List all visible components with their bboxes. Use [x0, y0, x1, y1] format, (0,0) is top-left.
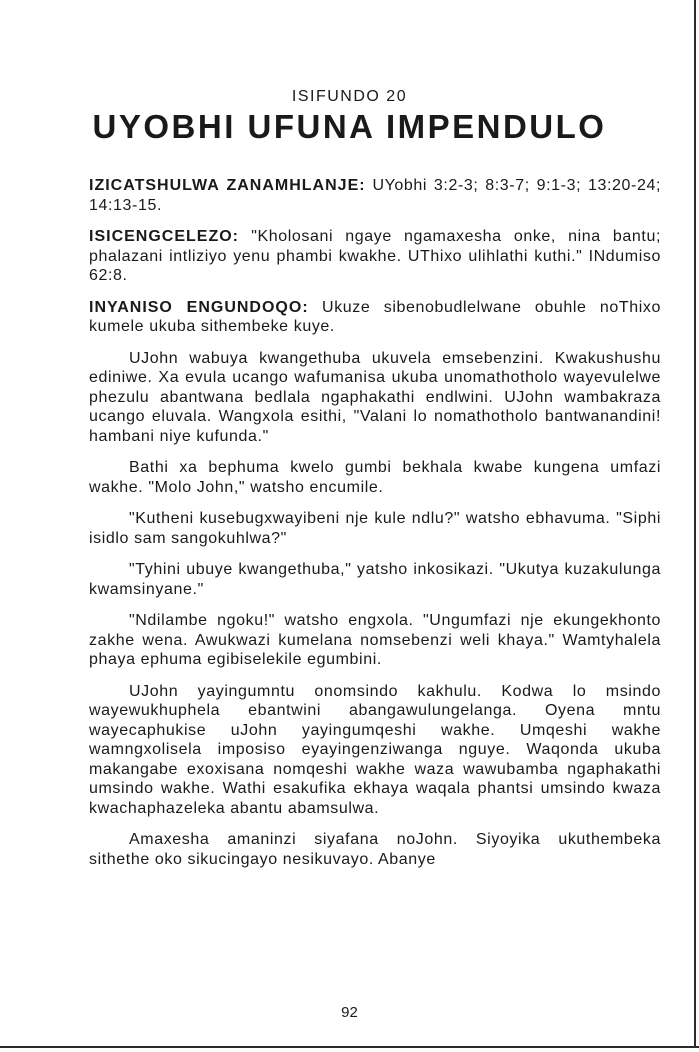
key-truth-block: [89, 298, 661, 337]
memory-verse-block: [89, 227, 661, 286]
paragraph: "Ndilambe ngoku!" watsho engxola. "Ungumfazi nje ekungekhonto zakhe wena. Awukwazi kumelana nomsebenzi weli khaya." Wamtyhalela phaya ephuma egibiselekile egumbini.: [89, 612, 661, 668]
lesson-title: UYOBHI UFUNA IMPENDULO: [92, 108, 607, 145]
references-block: [89, 176, 661, 215]
lesson-number: ISIFUNDO 20: [291, 88, 408, 105]
paragraph: "Tyhini ubuye kwangethuba," yatsho inkosikazi. "Ukutya kuzakulunga kwamsinyane.": [89, 561, 661, 598]
memory-verse-label: ISICENGCELEZO:: [89, 228, 240, 245]
memory-verse-text: "Kholosani ngaye ngamaxesha onke, nina bantu; phalazani intliziyo yenu phambi kwakhe. UThixo ulihlathi kuthi." INdumiso 62:8.: [89, 228, 662, 284]
paragraph: UJohn yayingumntu onomsindo kakhulu. Kodwa lo msindo wayewukhuphela ebantwini abangawulungelanga. Oyena mntu wayecaphukise uJohn yayingumqeshi wakhe. Umqeshi wakhe wamngxolisela imposiso eyayingenziwanga nguye. Waqonda ukuba makangabe exoxisana nomqeshi wakhe waza wawubamba ngaphakathi umsindo wakhe. Wathi esakufika ekhaya waqala phantsi umsindo kwaza kwachaphazeleka abantu abamsulwa.: [89, 682, 661, 817]
page-edge-bottom: [0, 1046, 699, 1048]
references-text: UYobhi 3:2-3; 8:3-7; 9:1-3; 13:20-24; 14:13-15.: [89, 177, 662, 214]
paragraph: Amaxesha amaninzi siyafana noJohn. Siyoyika ukuthembeka sithethe oko sikucingayo nesikuvayo. Abanye: [89, 831, 661, 868]
key-truth-text: Ukuze sibenobudlelwane obuhle noThixo kumele ukuba sithembeke kuye.: [89, 298, 661, 335]
paragraph: UJohn wabuya kwangethuba ukuvela emsebenzini. Kwakushushu ediniwe. Xa evula ucango wafumanisa ukuba unomathotholo wayevulelwe phezulu abantwana bedlala ngaphakathi endlwini. UJohn wambakraza ucango eluvala. Wangxola esithi, "Valani lo nomathotholo bantwanandini! hambani niye kufunda.": [89, 349, 661, 445]
paragraph: Bathi xa bephuma kwelo gumbi bekhala kwabe kungena umfazi wakhe. "Molo John," watsho encumile.: [89, 459, 661, 496]
references-label: IZICATSHULWA ZANAMHLANJE:: [89, 177, 366, 194]
page-edge-right: [694, 0, 696, 1046]
lesson-body: [89, 176, 661, 881]
page-number: 92: [341, 1004, 358, 1021]
key-truth-label: INYANISO ENGUNDOQO:: [89, 298, 309, 316]
paragraph: "Kutheni kusebugxwayibeni nje kule ndlu?" watsho ebhavuma. "Siphi isidlo sam sangokuhlwa?": [89, 510, 661, 547]
